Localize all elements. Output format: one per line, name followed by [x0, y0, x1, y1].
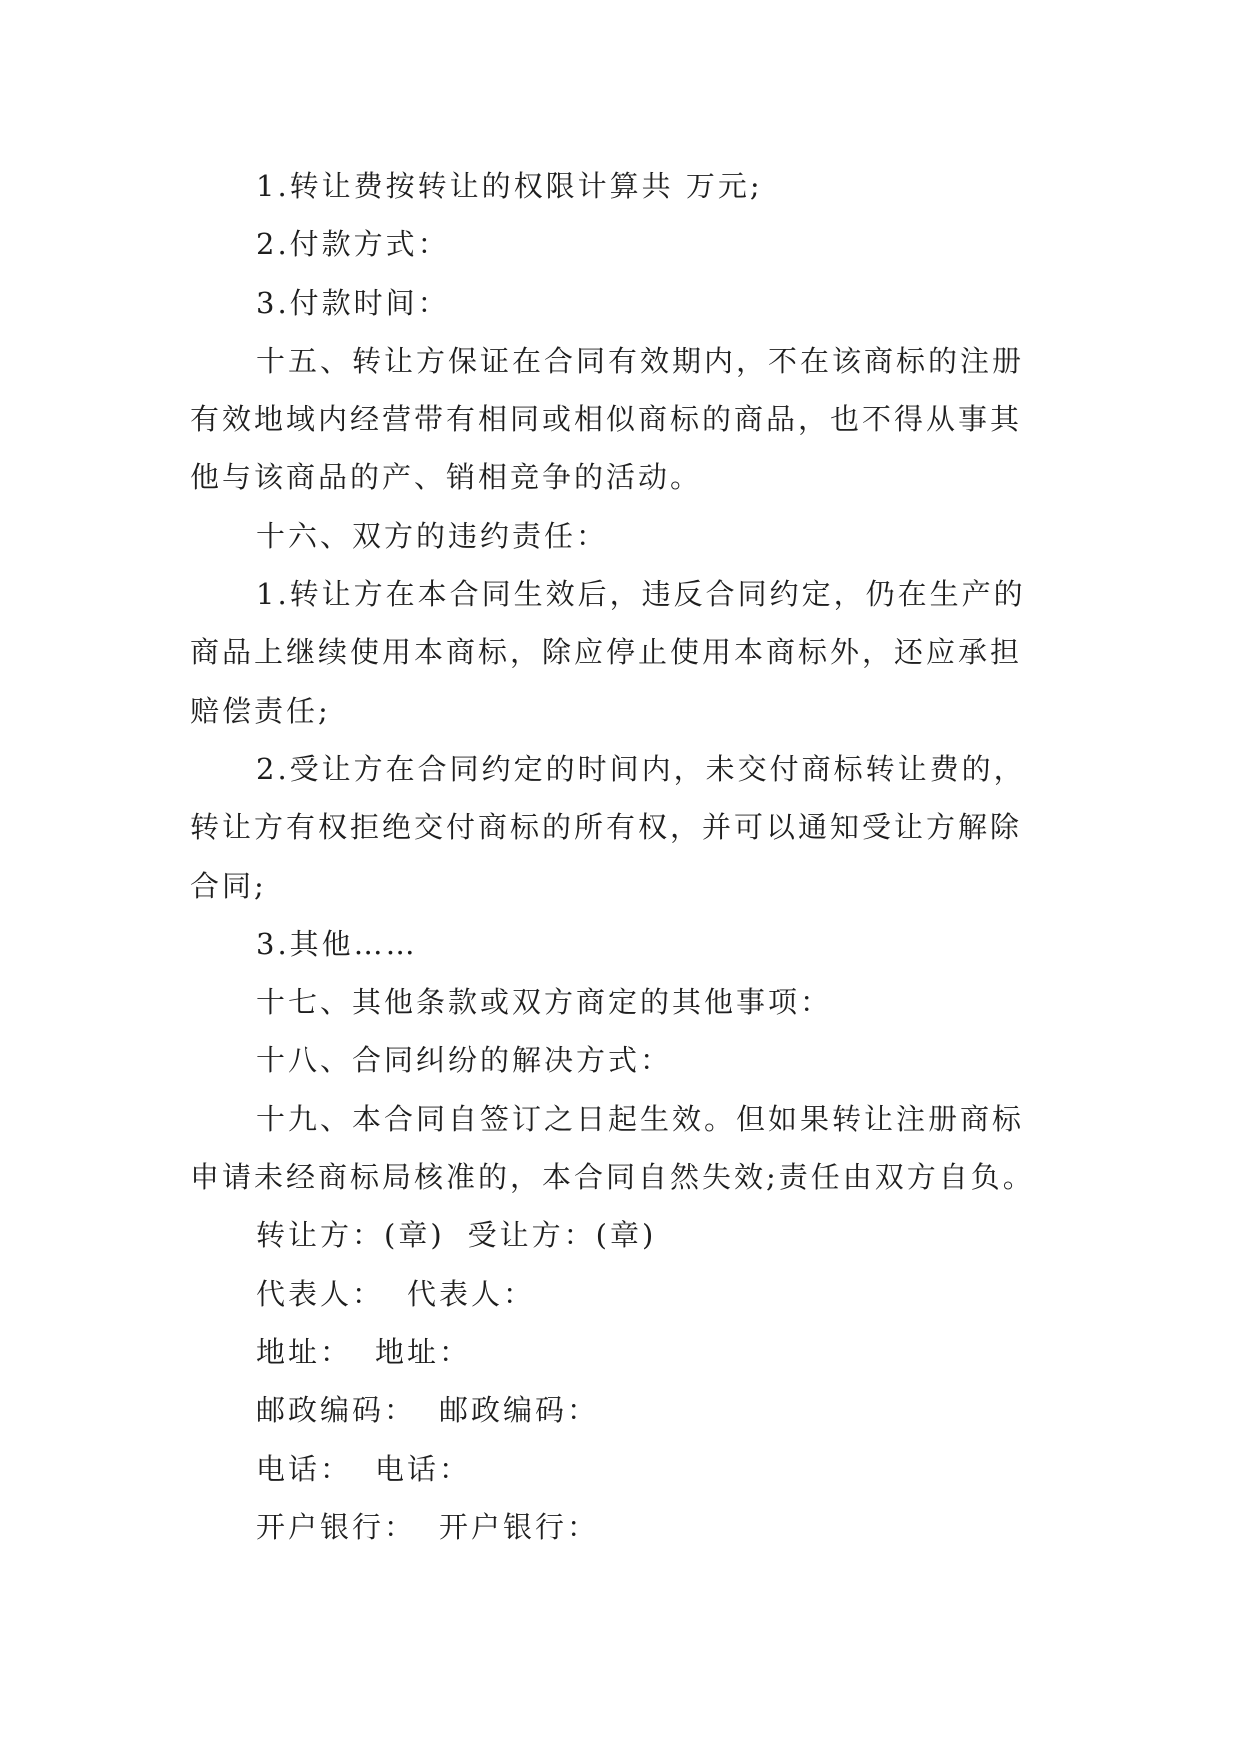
clause-15	[190, 332, 1150, 507]
transferee-postcode-label: 邮政编码：	[439, 1393, 600, 1428]
transferee-bank-label: 开户银行：	[439, 1509, 600, 1544]
text-line: 十九、本合同自签订之日起生效。但如果转让注册商标	[256, 1101, 1025, 1136]
text-line: 有效地域内经营带有相同或相似商标的商品，也不得从事其	[190, 402, 1023, 437]
signature-row-postcode	[190, 1381, 1150, 1439]
transferee-phone-label: 电话：	[375, 1451, 472, 1486]
signature-row-representative	[190, 1265, 1150, 1323]
signature-row-phone	[190, 1440, 1150, 1498]
clause-19	[190, 1090, 1150, 1207]
text-line: 他与该商品的产、销相竞争的活动。	[190, 460, 703, 495]
transferor-bank-label: 开户银行：	[256, 1509, 417, 1544]
text-line: 商品上继续使用本商标，除应停止使用本商标外，还应承担	[190, 635, 1023, 670]
clause-17	[190, 973, 1150, 1031]
transferee-seal-label: 受让方：(章)	[467, 1218, 657, 1253]
transferor-seal-label: 转让方：(章)	[256, 1218, 445, 1253]
text-line: 赔偿责任;	[190, 693, 331, 728]
text-line: 1.转让方在本合同生效后，违反合同约定，仍在生产的	[256, 577, 1026, 612]
signature-row-seal	[190, 1206, 1150, 1264]
text-line: 2.受让方在合同约定的时间内，未交付商标转让费的，	[256, 751, 1026, 786]
transferor-address-label: 地址：	[256, 1334, 353, 1369]
text-line: 十八、合同纠纷的解决方式：	[256, 1043, 673, 1078]
signature-row-address	[190, 1323, 1150, 1381]
transferor-postcode-label: 邮政编码：	[256, 1393, 417, 1428]
text-line: 十七、其他条款或双方商定的其他事项：	[256, 985, 833, 1020]
transferee-representative-label: 代表人：	[407, 1276, 536, 1311]
text-line: 合同;	[190, 868, 267, 903]
text-line: 十五、转让方保证在合同有效期内，不在该商标的注册	[256, 343, 1025, 378]
clause-16-item-3	[190, 915, 1150, 973]
clause-16-item-1	[190, 565, 1150, 740]
text-line: 1.转让费按转让的权限计算共 万元;	[256, 169, 763, 203]
transferor-representative-label: 代表人：	[256, 1276, 385, 1311]
text-line: 3.其他……	[256, 926, 418, 961]
transferee-address-label: 地址：	[375, 1334, 472, 1369]
text-line: 十六、双方的违约责任：	[256, 518, 609, 553]
text-line: 2.付款方式：	[256, 227, 450, 262]
clause-18	[190, 1031, 1150, 1089]
signature-block	[190, 1206, 1150, 1556]
clause-16	[190, 507, 1150, 565]
text-line: 申请未经商标局核准的，本合同自然失效;责任由双方自负。	[190, 1160, 1035, 1195]
payment-fee-item	[190, 157, 1150, 215]
payment-method-item	[190, 215, 1150, 273]
document-page	[190, 157, 1150, 1556]
payment-time-item	[190, 274, 1150, 332]
transferor-phone-label: 电话：	[256, 1451, 353, 1486]
text-line: 3.付款时间：	[256, 285, 450, 320]
signature-row-bank	[190, 1498, 1150, 1556]
clause-16-item-2	[190, 740, 1150, 915]
text-line: 转让方有权拒绝交付商标的所有权，并可以通知受让方解除	[190, 810, 1023, 845]
